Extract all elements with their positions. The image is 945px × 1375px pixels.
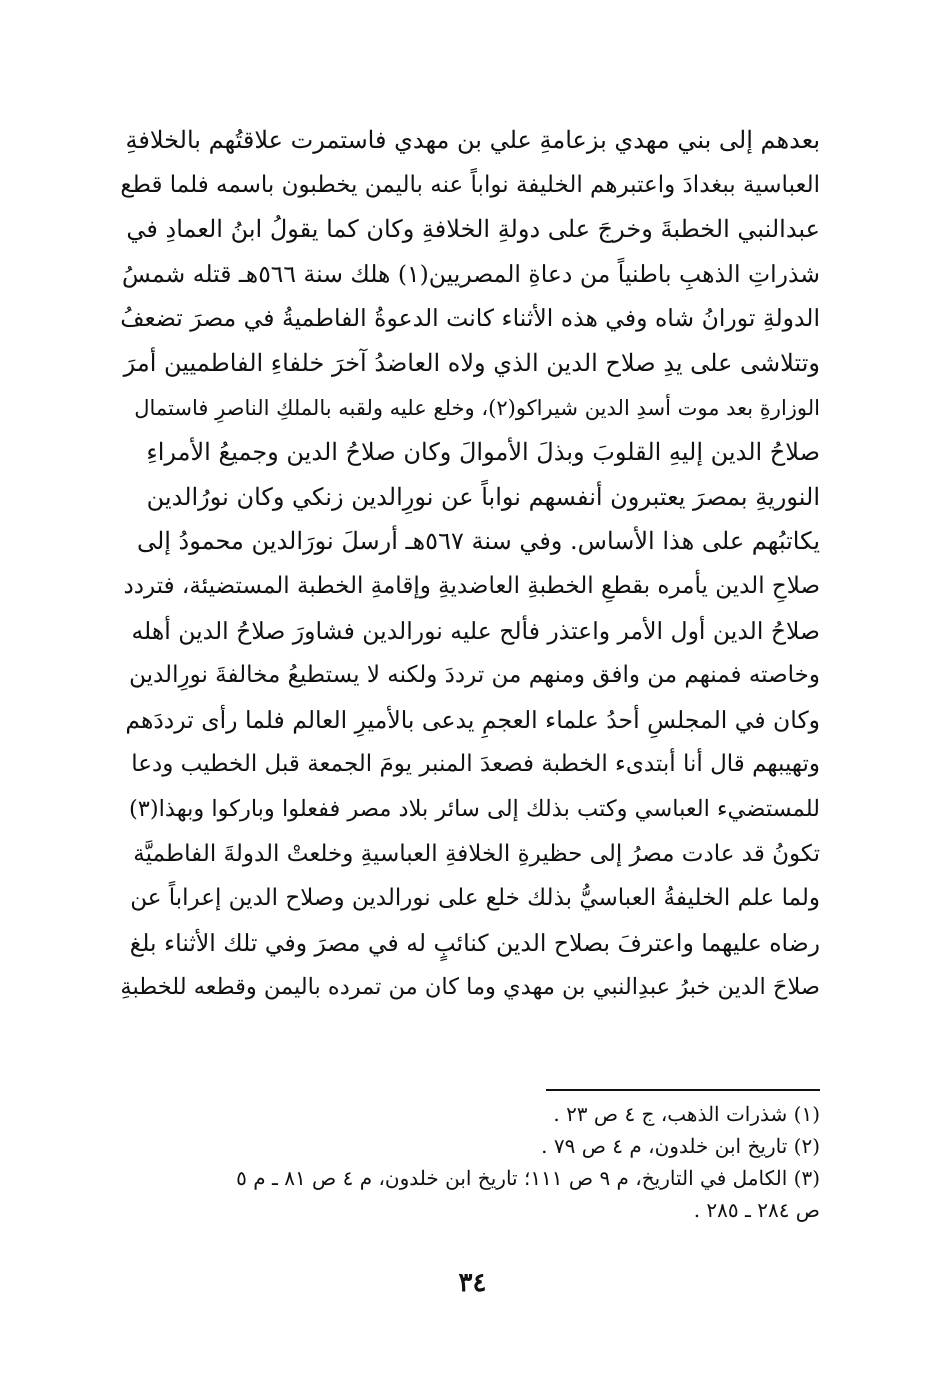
body-line: صلاحُ الدين إليهِ القلوبَ وبذلَ الأموالَ وكان صلاحُ الدين وجميعُ الأمراءِ — [146, 438, 820, 467]
body-line: الدولةِ تورانُ شاه وفي هذه الأثناء كانت الدعوةُ الفاطميةُ في مصرَ تضعفُ — [120, 304, 820, 333]
body-line: عبدالنبي الخطبةَ وخرجَ على دولةِ الخلافةِ وكان كما يقولُ ابنُ العمادِ في — [126, 215, 820, 244]
body-line: وتتلاشى على يدِ صلاح الدين الذي ولاه العاضدُ آخرَ خلفاءِ الفاطميين أمرَ — [123, 348, 820, 377]
footnote-3: (٣) الكامل في التاريخ، م ٩ ص ١١١؛ تاريخ ابن خلدون، م ٤ ص ٨١ ـ م ٥ — [236, 1166, 820, 1190]
body-line: وكان في المجلسِ أحدُ علماء العجمِ يدعى بالأميرِ العالم فلما رأى ترددَهم — [125, 705, 820, 734]
page-number: ٣٤ — [458, 1268, 487, 1298]
body-line: النوريةِ بمصرَ يعتبرون أنفسهم نواباً عن نورِالدين زنكي وكان نورُالدين — [146, 482, 820, 511]
body-line: يكاتبُهم على هذا الأساس. وفي سنة ٥٦٧هـ أرسلَ نورَالدين محمودُ إلى — [136, 527, 820, 556]
body-line: صلاحُ الدين أول الأمر واعتذر فألح عليه نورالدين فشاورَ صلاحُ الدين أهله — [131, 616, 820, 645]
footnote-2: (٢) تاريخ ابن خلدون، م ٤ ص ٧٩ . — [541, 1134, 820, 1158]
body-text — [120, 118, 820, 1010]
footnotes — [110, 1098, 820, 1226]
body-line: رضاه عليهما واعترفَ بصلاح الدين كنائبٍ له في مصرَ وفي تلك الأثناء بلغ — [129, 928, 820, 957]
body-line: صلاحِ الدين يأمره بقطعِ الخطبةِ العاضديةِ وإقامةِ الخطبة المستضيئة، فتردد — [123, 572, 820, 599]
footnote-1: (١) شذرات الذهب، ج ٤ ص ٢٣ . — [553, 1102, 820, 1126]
body-line: بعدهم إلى بني مهدي بزعامةِ علي بن مهدي فاستمرت علاقتُهم بالخلافةِ — [125, 126, 820, 154]
body-line: الوزارةِ بعد موت أسدِ الدين شيراكو(٢)، وخلع عليه ولقبه بالملكِ الناصرِ فاستمال — [134, 395, 820, 420]
body-line: تكونُ قد عادت مصرُ إلى حظيرةِ الخلافةِ العباسيةِ وخلعتْ الدولةَ الفاطميَّة — [133, 840, 820, 867]
body-line: للمستضيء العباسي وكتب بذلك إلى سائر بلاد مصر ففعلوا وباركوا وبهذا(٣) — [129, 795, 820, 822]
footnote-separator — [546, 1089, 820, 1091]
body-line: العباسية ببغدادَ واعتبرهم الخليفة نواباً عنه باليمن يخطبون باسمه فلما قطع — [120, 171, 820, 198]
body-line: شذراتِ الذهبِ باطنياً من دعاةِ المصريين(١) هلك سنة ٥٦٦هـ قتله شمسُ — [122, 259, 820, 288]
footnote-3-continuation: ص ٢٨٤ ـ ٢٨٥ . — [693, 1198, 820, 1222]
body-line: وخاصته فمنهم من وافق ومنهم من ترددَ ولكنه لا يستطيعُ مخالفةَ نورِالدين — [129, 662, 820, 689]
body-line: صلاحَ الدين خبرُ عبدِالنبي بن مهدي وما كان من تمرده باليمن وقطعه للخطبةِ — [120, 974, 820, 1001]
body-line: ولما علم الخليفةُ العباسيُّ بذلك خلع على نورالدين وصلاح الدين إعراباً عن — [130, 885, 820, 912]
body-line: وتهيبهم قال أنا أبتدىء الخطبة فصعدَ المنبر يومَ الجمعة قبل الخطيب ودعا — [131, 751, 820, 778]
